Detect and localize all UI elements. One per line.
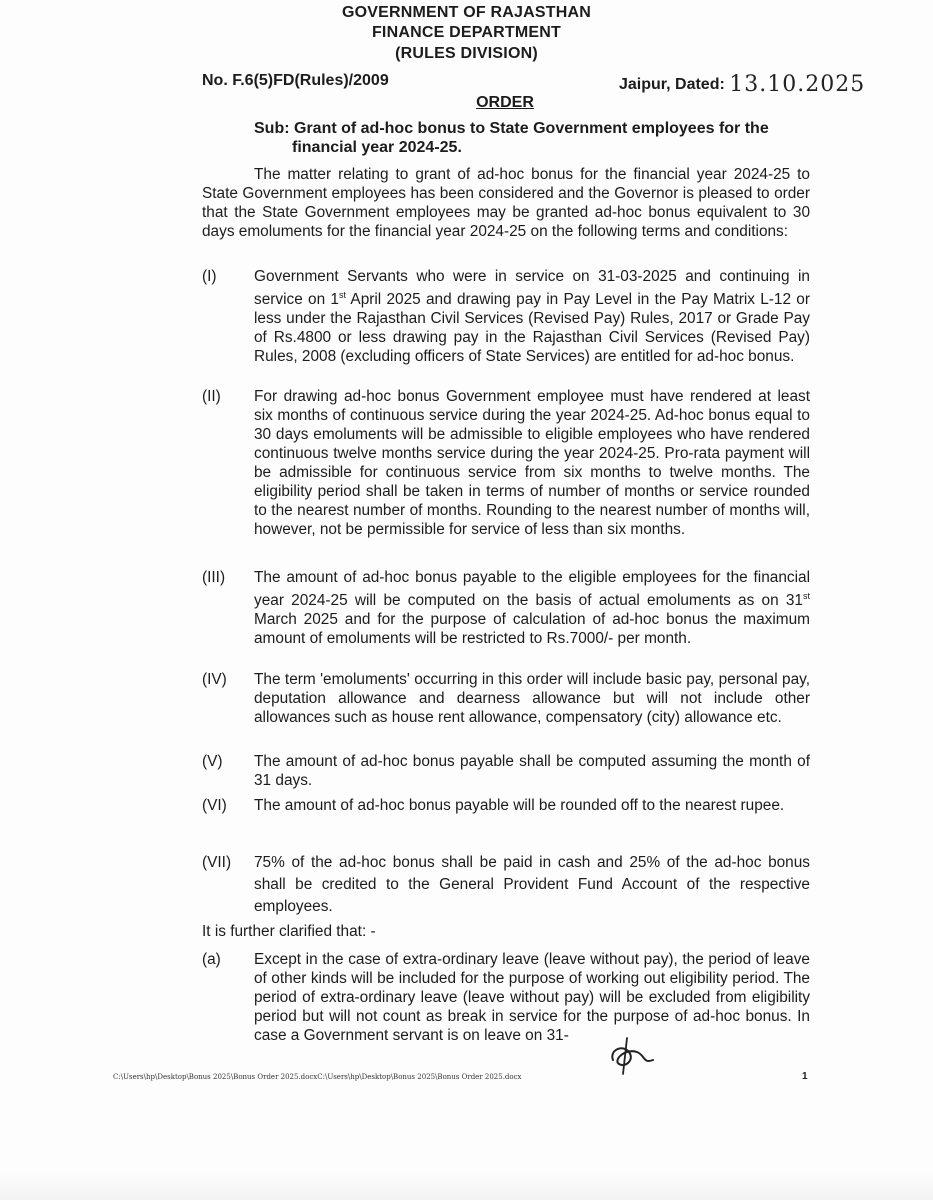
clarification-text: Except in the case of extra-ordinary leave (leave without pay), the period of leave of other kinds will be included for the purpose of working out eligibility period. The period of extra-ordinary leave (leave without pay) will be excluded from eligibility period but will not count as break in service for the purpose of ad-hoc bonus. In case a Government servant is on leave on 31- xyxy=(254,951,810,1044)
term-number: (VII) xyxy=(202,854,232,871)
term-text: The amount of ad-hoc bonus payable to the eligible employees for the financial year 2024-25 will be computed on the basis of actual emoluments as on 31st March 2025 and for the purpose of calculation of ad-hoc bonus the maximum amount of emoluments will be restricted to Rs.7000/- per month. xyxy=(254,569,810,648)
subject-line-2: financial year 2024-25. xyxy=(292,139,462,156)
date-label: Jaipur, Dated: xyxy=(619,76,725,93)
footer-file-path: C:\Users\hp\Desktop\Bonus 2025\Bonus Order 2025.docxC:\Users\hp\Desktop\Bonus 2025\Bonus Order 2025.docx xyxy=(113,1073,522,1081)
clarified-heading: It is further clarified that: - xyxy=(202,923,376,940)
term-number: (VI) xyxy=(202,797,227,814)
page-number: 1 xyxy=(802,1071,808,1082)
header-department: FINANCE DEPARTMENT xyxy=(371,24,562,41)
intro-paragraph: The matter relating to grant of ad-hoc bonus for the financial year 2024-25 to State Government employees has been considered and the Governor is pleased to order that the State Government employees may be granted ad-hoc bonus equivalent to 30 days emoluments for the financial year 2024-25 on the following terms and conditions: xyxy=(202,166,810,240)
term-number: (III) xyxy=(202,569,226,586)
header-government: GOVERNMENT OF RAJASTHAN xyxy=(341,4,592,21)
term-text: The amount of ad-hoc bonus payable will be rounded off to the nearest rupee. xyxy=(254,797,785,814)
reference-number: No. F.6(5)FD(Rules)/2009 xyxy=(202,72,389,89)
term-number: (IV) xyxy=(202,671,227,688)
subject xyxy=(254,119,814,157)
term-number: (V) xyxy=(202,753,223,770)
term-number: (I) xyxy=(202,268,217,285)
term-text: The term 'emoluments' occurring in this order will include basic pay, personal pay, deputation allowance and dearness allowance but will not include other allowances such as house rent allowance, compensatory (city) allowance etc. xyxy=(254,671,810,726)
order-title: ORDER xyxy=(476,94,534,111)
term-text: Government Servants who were in service on 31-03-2025 and continuing in service on 1st April 2025 and drawing pay in Pay Level in the Pay Matrix L-12 or less under the Rajasthan Civil Services (Revised Pay) Rules, 2017 or Grade Pay of Rs.4800 or less drawing pay in the Rajasthan Civil Services (Revised Pay) Rules, 2008 (excluding officers of State Services) are entitled for ad-hoc bonus. xyxy=(254,268,810,366)
subject-line-1: Sub: Grant of ad-hoc bonus to State Government employees for the xyxy=(254,120,769,137)
term-number: (II) xyxy=(202,388,221,405)
scan-margin xyxy=(0,1170,933,1200)
header-division: (RULES DIVISION) xyxy=(395,45,538,62)
term-text: The amount of ad-hoc bonus payable shall be computed assuming the month of 31 days. xyxy=(254,753,810,789)
date-line xyxy=(619,70,865,95)
clarification-number: (a) xyxy=(202,951,221,968)
signature-initials xyxy=(603,1030,663,1078)
term-text: For drawing ad-hoc bonus Government employee must have rendered at least six months of continuous service during the year 2024-25. Ad-hoc bonus equal to 30 days emoluments will be admissible to eligible employees who have rendered continuous twelve months service during the year 2024-25. Pro-rata payment will be admissible for continuous service from six months to twelve months. The eligibility period shall be taken in terms of number of months or service rounded to the nearest number of months. Rounding to the nearest number of months will, however, not be permissible for service of less than six months. xyxy=(254,388,810,538)
term-text: 75% of the ad-hoc bonus shall be paid in cash and 25% of the ad-hoc bonus shall be credited to the General Provident Fund Account of the respective employees. xyxy=(254,854,810,915)
handwritten-date: 13.10.2025 xyxy=(729,72,866,97)
